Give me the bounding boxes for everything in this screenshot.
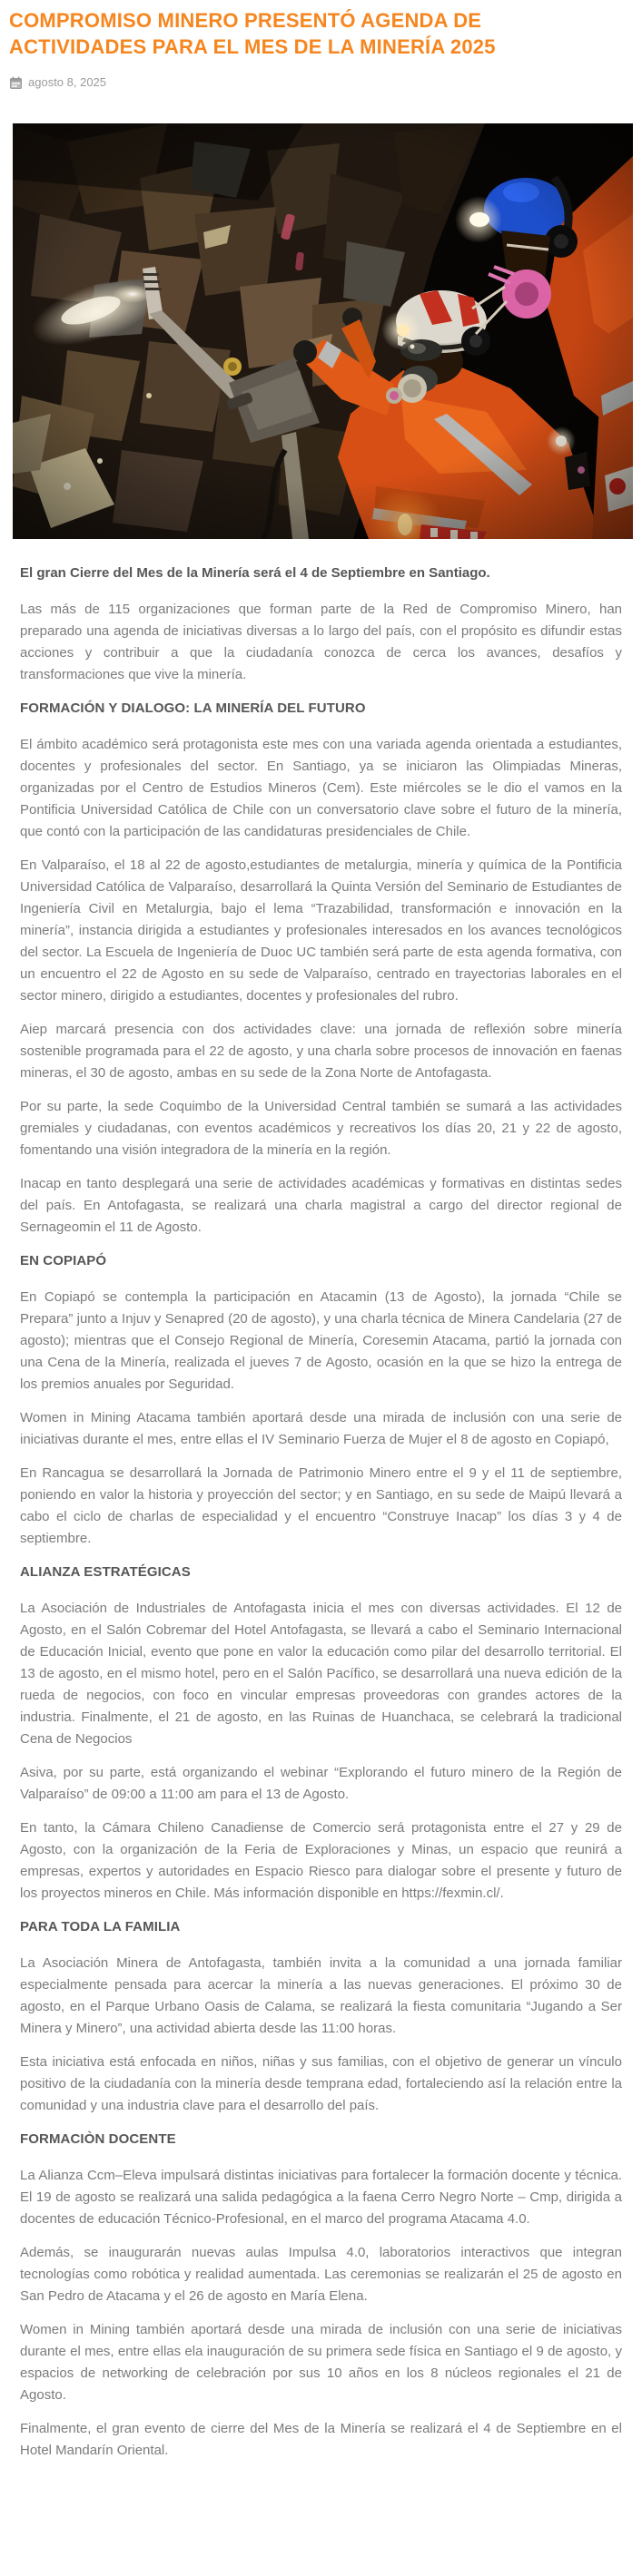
paragraph: En tanto, la Cámara Chileno Canadiense de Comercio será protagonista entre el 27 y 29 de Agosto, con la organización de la Feria de Exploraciones y Minas, un espacio que reunirá a empresas, expertos y autoridades en Espacio Riesco para dialogar sobre el presente y futuro de los proyectos mineros en Chile. Más información disponible en https://fexmin.cl/.: [20, 1820, 622, 1901]
mine-scene-illustration: [13, 123, 633, 539]
paragraph: La Alianza Ccm–Eleva impulsará distintas iniciativas para fortalecer la formación docente y técnica. El 19 de agosto se realizará una salida pedagógica a la faena Cerro Negro Norte – Cmp, dirigida a docentes de educación Técnico-Profesional, en el marco del programa Atacama 4.0.: [20, 2168, 622, 2227]
hero-image: [13, 123, 633, 539]
paragraph: Asiva, por su parte, está organizando el webinar “Explorando el futuro minero de la Región de Valparaíso” de 09:00 a 11:00 am para el 13 de Agosto.: [20, 1765, 622, 1802]
section-heading: ALIANZA ESTRATÉGICAS: [20, 1564, 191, 1580]
paragraph: En Copiapó se contempla la participación en Atacamin (13 de Agosto), la jornada “Chile se Prepara” junto a Injuv y Senapred (20 de agosto), y una charla técnica de Minera Candelaria (27 de agosto); mientras que el Consejo Regional de Minería, Coresemin Atacama, partió la jornada con una Cena de la Minería, realizada el jueves 7 de Agosto, ocasión en la que se hizo la entrega de los premios anuales por Seguridad.: [20, 1289, 622, 1392]
paragraph: Aiep marcará presencia con dos actividades clave: una jornada de reflexión sobre minería sostenible programada para el 22 de agosto, y una charla sobre procesos de innovación en faenas mineras, el 30 de agosto, ambas en su sede de la Zona Norte de Antofagasta.: [20, 1022, 622, 1081]
page-title: [9, 7, 633, 60]
section-heading: FORMACIÓN Y DIALOGO: LA MINERÍA DEL FUTURO: [20, 700, 366, 716]
image-caption: El gran Cierre del Mes de la Minería será el 4 de Septiembre en Santiago.: [20, 565, 490, 581]
paragraph: Women in Mining también aportará desde una mirada de inclusión con una serie de iniciativas durante el mes, entre ellas ela inauguración de su primera sede física en Santiago el 9 de agosto, y espacios de networking de celebración por sus 10 años en los 8 núcleos regionales el 21 de Agosto.: [20, 2322, 622, 2403]
paragraph: Inacap en tanto desplegará una serie de actividades académicas y formativas en distintas sedes del país. En Antofagasta, se realizará una charla magistral a cargo del director regional de Sernageomin el 11 de Agosto.: [20, 1176, 622, 1235]
paragraph: La Asociación Minera de Antofagasta, también invita a la comunidad a una jornada familiar especialmente pensada para acercar la minería a las nuevas generaciones. El próximo 30 de agosto, en el Parque Urbano Oasis de Calama, se realizará la fiesta comunitaria “Jugando a Ser Minera y Minero”, una actividad abierta desde las 11:00 horas.: [20, 1955, 622, 2036]
article-meta: [10, 75, 633, 89]
paragraph: Además, se inaugurarán nuevas aulas Impulsa 4.0, laboratorios interactivos que integran tecnologías como robótica y realidad aumentada. Las ceremonias se realizarán el 25 de agosto en San Pedro de Atacama y el 26 de agosto en María Elena.: [20, 2245, 622, 2304]
paragraph: La Asociación de Industriales de Antofagasta inicia el mes con diversas actividades. El 12 de Agosto, en el Salón Cobremar del Hotel Antofagasta, se llevará a cabo el Seminario Internacional de Educación Inicial, evento que pone en valor la educación como pilar del desarrollo territorial. El 13 de agosto, en el mismo hotel, pero en el Salón Pacífico, se desarrollará una nueva edición de la rueda de negocios, con foco en vincular empresas proveedoras con grandes actores de la industria. Finalmente, el 21 de agosto, en las Ruinas de Huanchaca, se celebrará la tradicional Cena de Negocios: [20, 1601, 622, 1747]
paragraph: En Rancagua se desarrollará la Jornada de Patrimonio Minero entre el 9 y el 11 de septiembre, poniendo en valor la historia y proyección del sector; y en Santiago, en su sede de Maipú llevará a cabo el ciclo de charlas de especialidad y el encuentro “Construye Inacap” los días 3 y 4 de septiembre.: [20, 1465, 622, 1546]
article-date: agosto 8, 2025: [28, 75, 107, 89]
paragraph: Women in Mining Atacama también aportará desde una mirada de inclusión con una serie de iniciativas durante el mes, entre ellas el IV Seminario Fuerza de Mujer el 8 de agosto en Copiapó,: [20, 1410, 622, 1447]
paragraph: En Valparaíso, el 18 al 22 de agosto,estudiantes de metalurgia, minería y química de la Pontificia Universidad Católica de Valparaíso, desarrollará la Quinta Versión del Seminario de Estudiantes de Ingeniería Civil en Metalurgia, bajo el lema “Trazabilidad, transformación e innovación en la minería”, instancia dirigida a estudiantes y profesionales interesados en los avances tecnológicos del sector. La Escuela de Ingeniería de Duoc UC también será parte de esta agenda formativa, con un encuentro el 22 de Agosto en su sede de Valparaíso, centrado en trayectorias laborales en el sector minero, dirigido a estudiantes, docentes y profesionales del rubro.: [20, 857, 622, 1004]
paragraph: Las más de 115 organizaciones que forman parte de la Red de Compromiso Minero, han preparado una agenda de iniciativas diversas a lo largo del país, con el propósito es difundir estas acciones y contribuir a que la ciudadanía conozca de cerca los avances, desafíos y transformaciones que vive la minería.: [20, 602, 622, 682]
section-heading: EN COPIAPÓ: [20, 1253, 107, 1268]
article-body: [9, 563, 633, 2462]
calendar-icon: [10, 76, 22, 89]
paragraph: Finalmente, el gran evento de cierre del Mes de la Minería se realizará el 4 de Septiembre en el Hotel Mandarín Oriental.: [20, 2421, 622, 2458]
section-heading: PARA TODA LA FAMILIA: [20, 1919, 181, 1934]
paragraph: El ámbito académico será protagonista este mes con una variada agenda orientada a estudiantes, docentes y profesionales del sector. En Santiago, ya se iniciaron las Olimpiadas Mineras, organizadas por el Centro de Estudios Mineros (Cem). Este miércoles se le dio el vamos en la Pontificia Universidad Católica de Chile con un conversatorio clave sobre el futuro de la minería, que contó con la participación de las candidaturas presidenciales de Chile.: [20, 737, 622, 839]
page-title-line2: ACTIVIDADES PARA EL MES DE LA MINERÍA 2025: [9, 35, 496, 58]
paragraph: Por su parte, la sede Coquimbo de la Universidad Central también se sumará a las actividades gremiales y ciudadanas, con eventos académicos y recreativos los días 20, 21 y 22 de agosto, fomentando una visión integradora de la minería en la región.: [20, 1099, 622, 1158]
paragraph: Esta iniciativa está enfocada en niños, niñas y sus familias, con el objetivo de generar un vínculo positivo de la ciudadanía con la minería desde temprana edad, fortaleciendo así la relación entre la comunidad y una industria clave para el desarrollo del país.: [20, 2054, 622, 2113]
page-title-line1: COMPROMISO MINERO PRESENTÓ AGENDA DE: [9, 9, 482, 32]
section-heading: FORMACIÒN DOCENTE: [20, 2131, 176, 2147]
